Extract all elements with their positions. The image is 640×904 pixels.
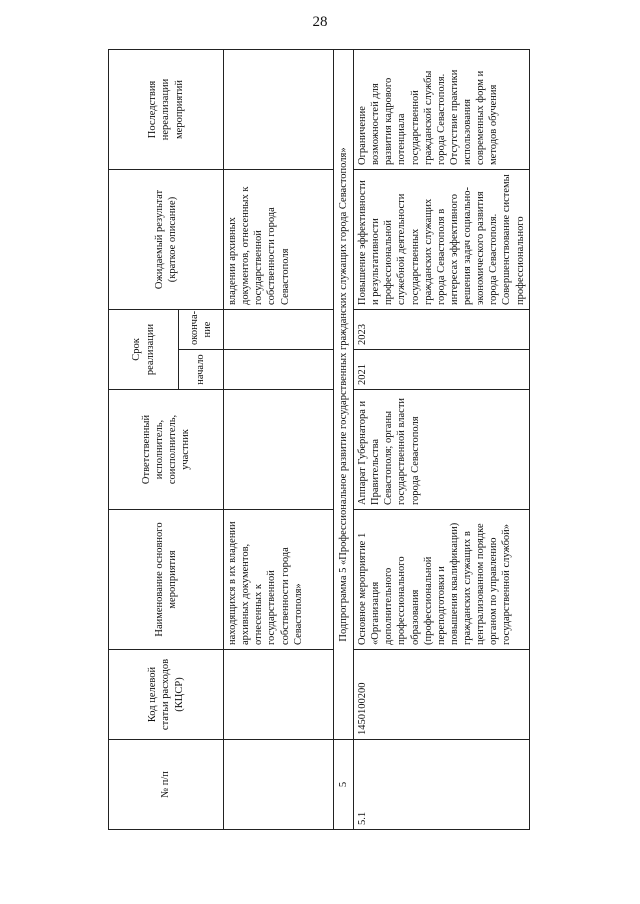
cell-result: Повышение эффективности и результативности профессиональной служебной деятельности государственных гражданских служащих города Севастополя в интересах эффективного решения задач социально-экономического развития города Севастополя. Совершенствование системы профессионального — [354, 169, 530, 309]
table-row-5-1 — [354, 49, 530, 829]
cell-empty — [224, 350, 334, 390]
table-row-continued — [224, 49, 334, 829]
header-code: Код целевой статьи расходов (КЦСР) — [109, 650, 224, 740]
cell-executor: Аппарат Губернатора и Правительства Севастополя; органы государственной власти города Севастополя — [354, 390, 530, 510]
header-executor: Ответственный исполнитель, соисполнитель, участник — [109, 390, 224, 510]
program-table — [108, 49, 530, 830]
cell-empty — [224, 650, 334, 740]
cell-end: 2023 — [354, 309, 530, 349]
header-end: оконча-ние — [179, 309, 224, 349]
cell-num: 5.1 — [354, 740, 530, 830]
cell-start: 2021 — [354, 350, 530, 390]
header-term: Срок реализации — [109, 309, 179, 389]
rotated-table-wrapper — [108, 50, 526, 830]
header-start: начало — [179, 350, 224, 390]
subprogram-num: 5 — [334, 740, 354, 830]
header-num: № п/п — [109, 740, 224, 830]
cell-result-cont: владении архивных документов, отнесенных к государственной собственности города Севастополя — [224, 169, 334, 309]
cell-empty — [224, 309, 334, 349]
cell-name: Основное мероприятие 1 «Организация дополнительного профессионального образования (профессиональной переподготовки и повышения квалификации) гражданских служащих в централизованном порядке органом по управлению государственной службой» — [354, 510, 530, 650]
cell-consequences: Ограничение возможностей для развития кадрового потенциала государственной гражданской службы города Севастополя. Отсутствие практики использования современных форм и методов обучения — [354, 49, 530, 169]
cell-empty — [224, 49, 334, 169]
header-result: Ожидаемый результат (краткое описание) — [109, 169, 224, 309]
header-consequences: Последствия нереализации мероприятий — [109, 49, 224, 169]
page-number: 28 — [312, 14, 328, 30]
cell-name-cont: находящихся в их владении архивных документов, отнесенных к государственной собственности города Севастополя» — [224, 510, 334, 650]
subprogram-title: Подпрограмма 5 «Профессиональное развитие государственных гражданских служащих города Севастополя» — [334, 49, 354, 739]
cell-empty — [224, 740, 334, 830]
header-name: Наименование основного мероприятия — [109, 510, 224, 650]
cell-empty — [224, 390, 334, 510]
subprogram-row — [334, 49, 354, 829]
cell-code: 1450100200 — [354, 650, 530, 740]
